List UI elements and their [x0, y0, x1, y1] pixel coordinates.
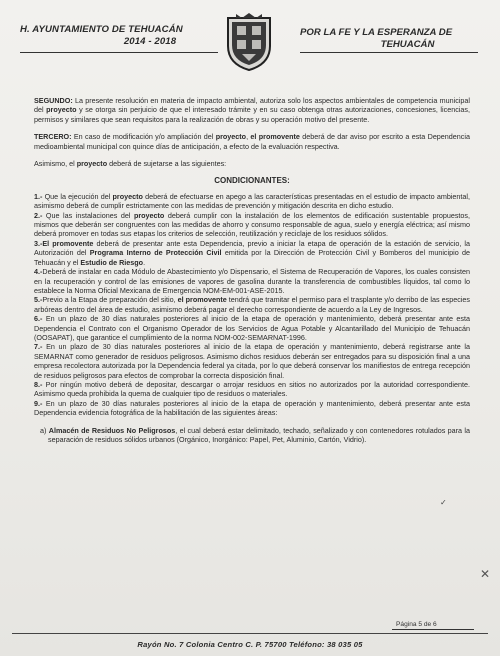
condition-9a-bold: Almacén de Residuos No Peligrosos [48, 425, 176, 435]
handwritten-x-mark-icon: ✕ [480, 567, 491, 581]
condition-9a-text: , el cual deberá estar delimitado, techado, señalizado y con contenedores rotulados para la separación de residuos sólidos urbanos (Orgánico, Inorgánico: Papel, Pet, Aluminio, Cartón, Vidrio). [48, 425, 470, 444]
condition-6-number: 6.- [34, 314, 43, 324]
tercero-text-2: , [246, 132, 251, 142]
condition-2-bold: proyecto [133, 210, 165, 220]
condition-9-number: 9.- [34, 398, 43, 408]
condition-1-text-1: Que la ejecución del [42, 191, 113, 201]
motto-line2: TEHUACÁN [380, 39, 435, 50]
municipality-name: H. AYUNTAMIENTO DE TEHUACÁN [20, 24, 183, 35]
condition-5-text-2: tendrá que tramitar el permiso para el trasplante y/o derribo de las especies arbóreas dentro del área de estudio, asimismo deberá pagar el derecho correspondiente de acuerdo a la Ley de Ingresos. [34, 295, 470, 314]
condition-2 [34, 211, 470, 239]
asimismo-bold-1: proyecto [76, 159, 108, 169]
condition-4-text: Deberá de instalar en cada Módulo de Abastecimiento y/o Dispensario, el Sistema de Recuperación de Vapores, los cuales consisten en la recuperación y control de las emisiones de vapores de gasolina durante la transferencia de combustibles líquidos, tal como lo establece la Norma Oficial Mexicana de Emergencia NOM-EM-001-ASE-2015. [34, 267, 470, 295]
document-body [34, 96, 470, 452]
condition-9a-letter: a) [40, 425, 47, 435]
administration-period: 2014 - 2018 [123, 36, 177, 47]
condition-7-number: 7.- [34, 342, 43, 352]
condition-3-text-2: emitida por la Dirección de Protección Civil y Bomberos del municipio de Tehuacán y el [34, 248, 470, 267]
condition-2-text-1: Que las instalaciones del [42, 210, 134, 220]
condition-3-text-1: deberá de presentar ante esta Dependencia, previo a iniciar la etapa de operación de la estación de servicio, la Autorización del [34, 238, 470, 258]
tercero-text-1: En caso de modificación y/o ampliación del [71, 132, 216, 142]
tercero-label: TERCERO: [34, 132, 72, 142]
footer-rule [12, 633, 488, 634]
page-number-rule [392, 629, 474, 630]
tercero-bold-1: proyecto [215, 132, 247, 142]
condition-1 [34, 192, 470, 211]
condition-8 [34, 380, 470, 399]
header-left-rule [20, 52, 218, 53]
page-number: Página 5 de 6 [396, 621, 437, 628]
condition-9a [34, 426, 470, 445]
condition-3-bold-3: Estudio de Riesgo [80, 257, 144, 267]
condition-2-number: 2.- [34, 210, 43, 220]
condition-3-text-3: . [143, 257, 146, 267]
handwritten-mark-icon: ✓ [440, 498, 447, 507]
condition-6-text: En un plazo de 30 días naturales posteriores al inicio de la etapa de operación y mantenimiento, deberá presentar ante esta Dependencia el Contrato con el Organismo Operador de los Servicios de Agua Potable y Alcantarillado del Municipio de Tehuacán (OOSAPAT), que garantice el cumplimiento de la norma NOM-002-SEMARNAT-1996. [34, 314, 470, 342]
condition-2-text-2: deberá cumplir con la instalación de los elementos de edificación sustentable propuestos, mismos que deberán ser congruentes con las medidas de ahorro y consumo responsable de agua, suelo y energía eléctrica; así mismo deberá promover en todas sus etapas los criterios de selección, reutilización y reciclaje de los residuos sólidos. [34, 210, 470, 239]
condition-3-bold-1: promovente [52, 238, 94, 248]
condition-7 [34, 342, 470, 380]
condition-9 [34, 399, 470, 418]
condition-4-number: 4.- [34, 267, 43, 277]
condition-9-text: En un plazo de 30 días naturales posteriores al inicio de la etapa de operación y mantenimiento, deberá presentar ante esta Dependencia evidencia fotográfica de la habilitación de las siguientes áreas: [34, 398, 470, 418]
condition-1-text-2: deberá de efectuarse en apego a las características presentadas en el estudio de impacto ambiental, asimismo deberá de cumplir estrictamente con las medidas de prevención y mitigación descrita en dicho estudio. [34, 191, 471, 211]
segundo-text-2: y se otorga sin perjuicio de que el interesado trámite y en su caso obtenga otras autorizaciones, concesiones, licencias, permisos y similares que sean requisitos para la realización de obras y su operación motivo del presente. [34, 105, 470, 124]
conditions-heading: CONDICIONANTES: [214, 176, 290, 186]
condition-3 [34, 239, 470, 267]
condition-1-number: 1.- [34, 191, 43, 201]
condition-3-bold-2: Programa Interno de Protección Civil [89, 248, 222, 258]
segundo-bold-1: proyecto [46, 105, 77, 115]
header-left [20, 24, 220, 47]
tercero-paragraph [34, 132, 470, 151]
condition-5-bold: el promovente [177, 295, 227, 305]
conditions-list [34, 192, 470, 418]
asimismo-text-2: deberá de sujetarse a las siguientes: [107, 159, 227, 169]
tercero-bold-2: el promovente [250, 132, 300, 142]
asimismo-paragraph [34, 159, 470, 168]
condition-3-number: 3.-El [34, 238, 53, 248]
condition-4 [34, 267, 470, 295]
condition-6 [34, 314, 470, 342]
footer-address: Rayón No. 7 Colonia Centro C. P. 75700 Teléfono: 38 035 05 [137, 640, 363, 649]
condition-5-text-1: Previo a la Etapa de preparación del sitio, [42, 295, 178, 305]
motto-line1: POR LA FE Y LA ESPERANZA DE [300, 27, 453, 38]
condition-5 [34, 295, 470, 314]
header-right-rule [300, 52, 478, 53]
condition-7-text: En un plazo de 30 días naturales posteriores al inicio de la etapa de operación y mantenimiento, deberá registrarse ante la SEMARNAT como generador de residuos peligrosos. Asimismo dichos residuos deberán ser entregados para su disposición final a una empresa recolectora autorizada por la Dependencia federal ya citada, por lo que deberá conservar los manifiestos de entrega recepción de residuos peligrosos para efectos de comprobar la correcta disposición final. [34, 342, 470, 380]
municipal-seal-icon [222, 12, 276, 72]
header-right [300, 27, 485, 50]
asimismo-text-1: Asimismo, el [34, 159, 77, 169]
condition-1-bold: proyecto [112, 191, 143, 201]
tercero-text-3: deberá de dar aviso por escrito a esta Dependencia medioambiental municipal con quince días de anticipación, a efecto de la evaluación respectiva. [34, 132, 470, 151]
segundo-text-1: La presente resolución en materia de impacto ambiental, autoriza solo los aspectos ambientales de competencia municipal del [34, 96, 470, 115]
condition-5-number: 5.- [34, 295, 43, 305]
condition-8-number: 8.- [34, 379, 43, 389]
segundo-paragraph [34, 96, 470, 124]
condition-8-text: Por ningún motivo deberá de depositar, descargar o arrojar residuos en sitios no autorizados por la autoridad correspondiente. Asimismo queda prohibida la quema de cualquier tipo de residuos o materiales. [34, 379, 470, 399]
segundo-label: SEGUNDO: [34, 96, 73, 105]
